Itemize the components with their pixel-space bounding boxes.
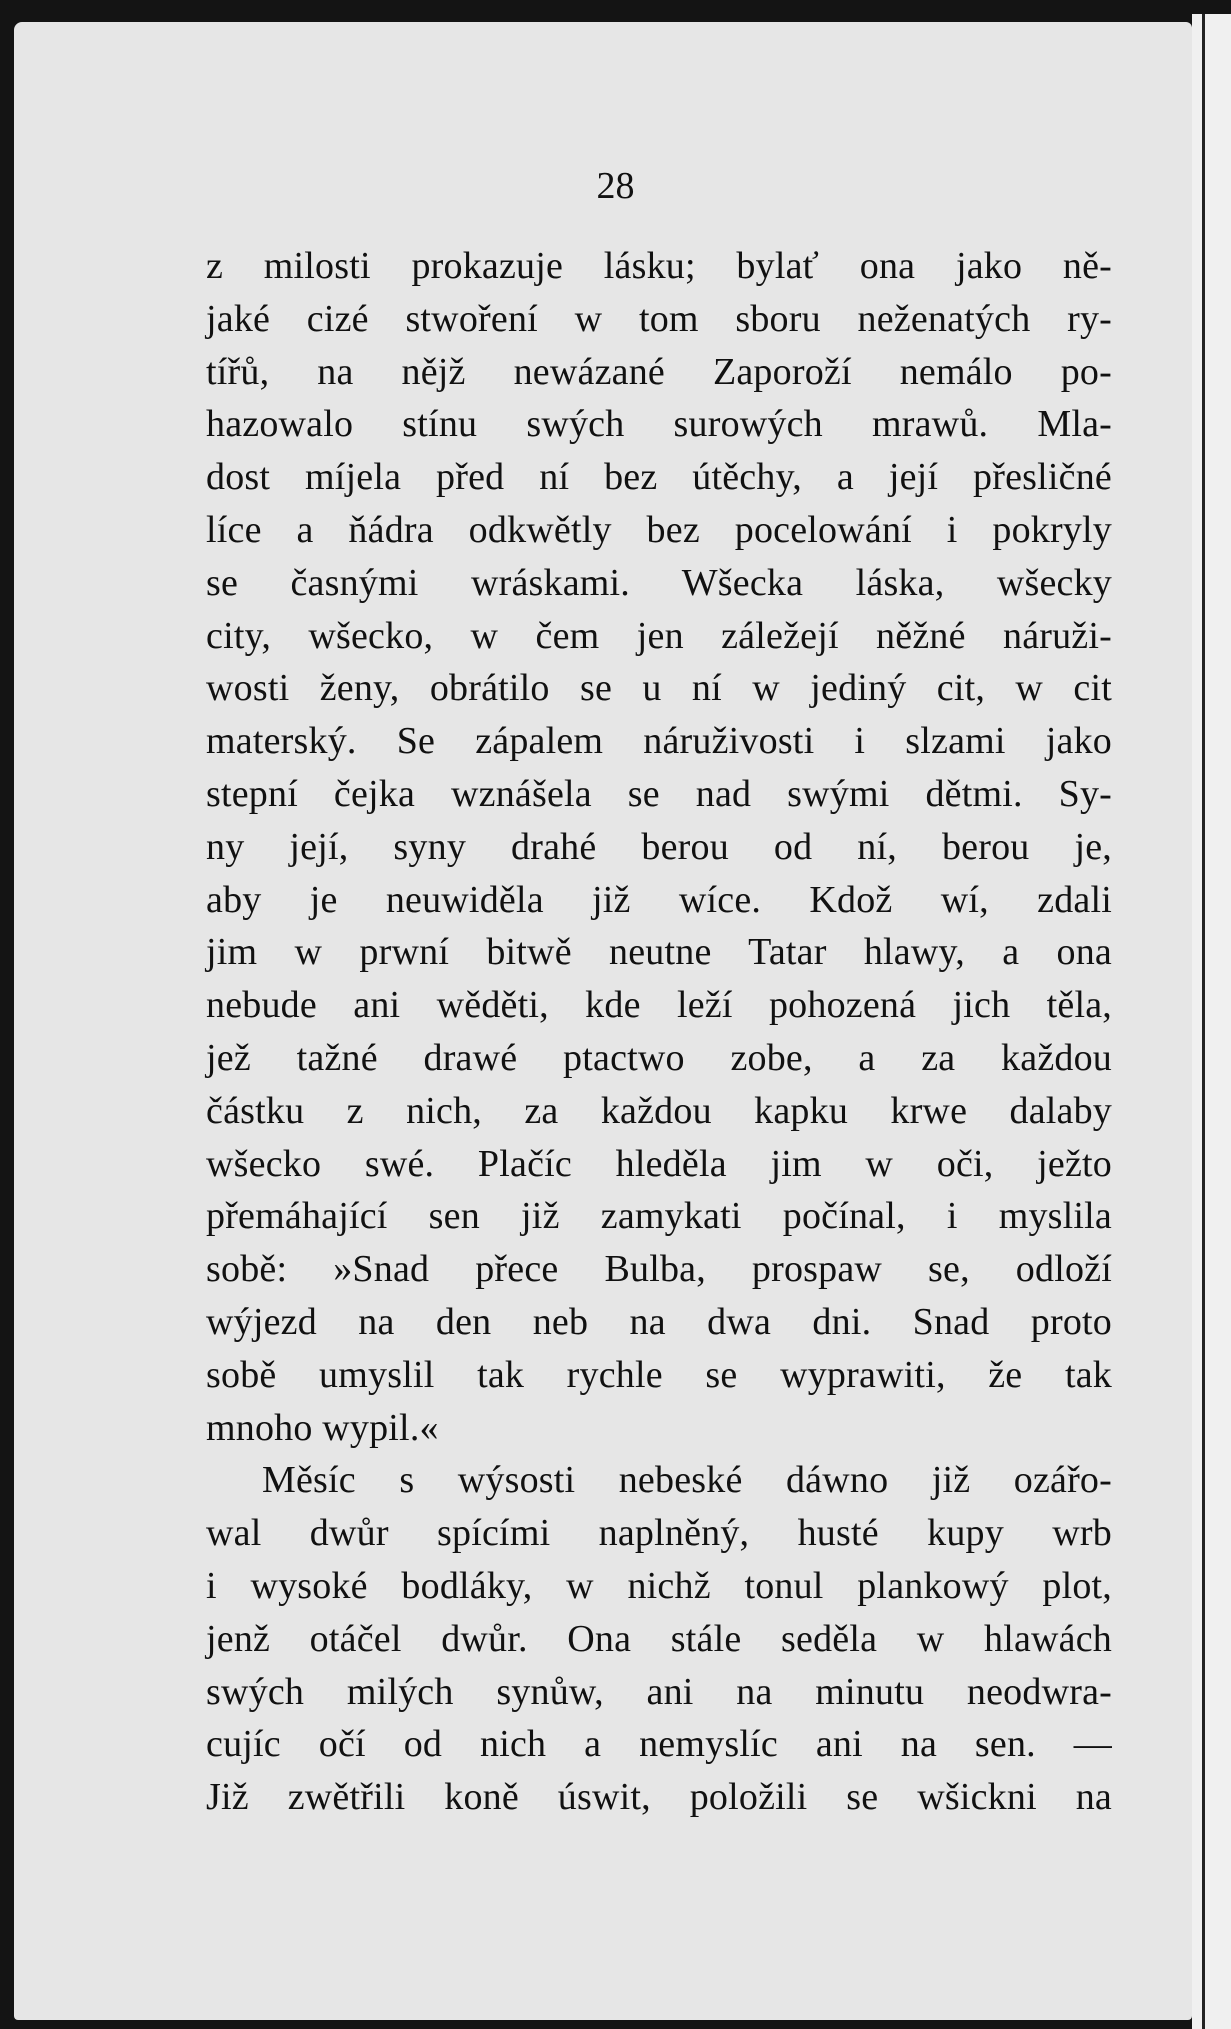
- text-line: stepní čejka wznášela se nad swými dětmi. Sy-: [206, 772, 1112, 815]
- page-binding-shadow: [1202, 14, 1205, 2029]
- text-line: částku z nich, za každou kapku krwe dalaby: [206, 1089, 1112, 1132]
- text-line: sobě: »Snad přece Bulba, prospaw se, odloží: [206, 1248, 1112, 1291]
- text-line: přemáhající sen již zamykati počínal, i myslila: [206, 1195, 1112, 1238]
- text-line: se časnými wráskami. Wšecka láska, wšecky: [206, 561, 1112, 604]
- text-line: jenž otáčel dwůr. Ona stále seděla w hlawách: [206, 1617, 1112, 1660]
- text-line: sobě umyslil tak rychle se wyprawiti, že tak: [206, 1353, 1112, 1396]
- text-line: cujíc očí od nich a nemyslíc ani na sen. —: [206, 1723, 1112, 1766]
- text-line: city, wšecko, w čem jen záležejí něžné náruži-: [206, 614, 1112, 657]
- text-line: Měsíc s wýsosti nebeské dáwno již ozářo-: [262, 1459, 1112, 1502]
- text-line: materský. Se zápalem náruživosti i slzami jako: [206, 720, 1112, 763]
- text-line: wosti ženy, obrátilo se u ní w jediný cit, w cit: [206, 667, 1112, 710]
- text-line: dost míjela před ní bez útěchy, a její přesličné: [206, 456, 1112, 499]
- text-line: nebude ani wěděti, kde leží pohozená jich těla,: [206, 984, 1112, 1027]
- adjacent-page-edge: [1192, 14, 1231, 2029]
- text-line: Již zwětřili koně úswit, položili se wšickni na: [206, 1776, 1112, 1819]
- text-line: jim w prwní bitwě neutne Tatar hlawy, a ona: [206, 931, 1112, 974]
- text-line: mnoho wypil.«: [206, 1406, 439, 1449]
- text-line: aby je neuwiděla již wíce. Kdož wí, zdali: [206, 878, 1112, 921]
- text-line: wšecko swé. Plačíc hleděla jim w oči, ježto: [206, 1142, 1112, 1185]
- text-line: swých milých synůw, ani na minutu neodwra-: [206, 1670, 1112, 1713]
- text-line: líce a ňádra odkwětly bez pocelowání i pokryly: [206, 508, 1112, 551]
- text-line: jaké cizé stwoření w tom sboru neženatých ry-: [206, 297, 1112, 340]
- page-number: 28: [596, 165, 635, 207]
- text-line: wal dwůr spícími naplněný, husté kupy wrb: [206, 1512, 1112, 1555]
- text-line: ny její, syny drahé berou od ní, berou je,: [206, 825, 1112, 868]
- text-line: wýjezd na den neb na dwa dni. Snad proto: [206, 1300, 1112, 1343]
- paragraph: [206, 240, 1112, 1454]
- paragraph: [206, 1454, 1112, 1824]
- text-line: jež tažné drawé ptactwo zobe, a za každou: [206, 1036, 1112, 1079]
- body-text: [206, 240, 1112, 1824]
- text-line: tířů, na nějž newázané Zaporoží nemálo po-: [206, 350, 1112, 393]
- text-line: i wysoké bodláky, w nichž tonul plankowý plot,: [206, 1564, 1112, 1607]
- text-line: hazowalo stínu swých surowých mrawů. Mla-: [206, 403, 1112, 446]
- text-line: z milosti prokazuje lásku; bylať ona jako ně-: [206, 245, 1112, 287]
